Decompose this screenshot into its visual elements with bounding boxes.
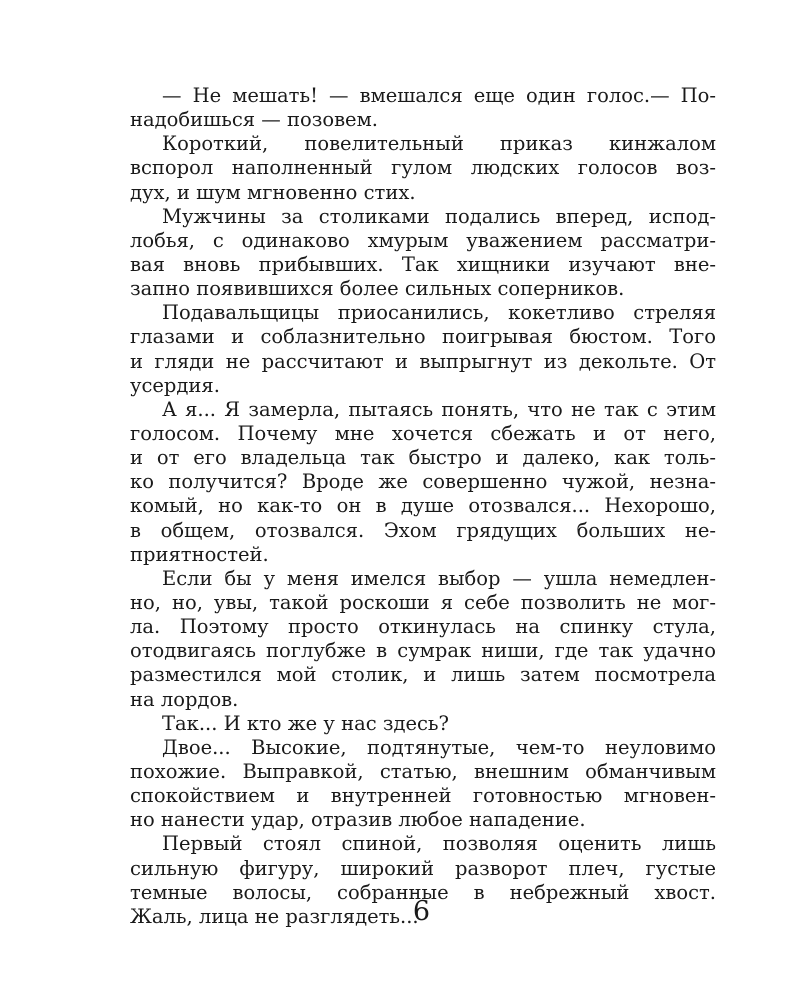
- text-line: Короткий, повелительный приказ кинжалом: [162, 132, 716, 156]
- text-line: на лордов.: [130, 687, 239, 711]
- text-line: в общем, отозвался. Эхом грядущих больших не-: [130, 518, 716, 542]
- body-text: [130, 84, 716, 929]
- text-line: Первый стоял спиной, позволяя оценить лишь: [162, 832, 716, 856]
- text-line: отодвигаясь поглубже в сумрак ниши, где так удачно: [130, 639, 716, 663]
- paragraph: [130, 205, 716, 302]
- text-line: Двое... Высокие, подтянутые, чем-то неуловимо: [162, 735, 716, 759]
- text-line: комый, но как-то он в душе отозвался... Нехорошо,: [130, 494, 716, 518]
- text-line: — Не мешать! — вмешался еще один голос.— По-: [162, 84, 716, 107]
- text-line: и гляди не рассчитают и выпрыгнут из декольте. От: [130, 349, 716, 373]
- text-line: сильную фигуру, широкий разворот плеч, густые: [130, 856, 716, 880]
- page-number: 6: [412, 896, 431, 927]
- text-line: вспорол наполненный гулом людских голосов воз-: [130, 156, 716, 180]
- text-line: похожие. Выправкой, статью, внешним обманчивым: [130, 759, 716, 783]
- text-line: темные волосы, собранные в небрежный хвост.: [130, 880, 716, 904]
- text-line: лобья, с одинаково хмурым уважением рассматри-: [130, 228, 716, 252]
- paragraph: [130, 132, 716, 204]
- text-line: и от его владельца так быстро и далеко, как толь-: [130, 446, 716, 470]
- text-line: ла. Поэтому просто откинулась на спинку стула,: [130, 615, 716, 639]
- text-line: голосом. Почему мне хочется сбежать и от него,: [130, 421, 716, 445]
- text-line: Мужчины за столиками подались вперед, испод-: [162, 204, 716, 228]
- text-line: запно появившихся более сильных соперников.: [130, 277, 625, 301]
- text-line: разместился мой столик, и лишь затем посмотрела: [130, 663, 716, 687]
- text-line: усердия.: [130, 373, 220, 397]
- text-line: Подавальщицы приосанились, кокетливо стреляя: [162, 301, 716, 325]
- text-line: Жаль, лица не разглядеть...: [130, 904, 419, 928]
- text-line: спокойствием и внутренней готовностью мгновен-: [130, 784, 716, 808]
- text-line: но, но, увы, такой роскоши я себе позволить не мог-: [130, 590, 716, 614]
- text-line: ко получится? Вроде же совершенно чужой, незна-: [130, 470, 716, 494]
- text-line: Если бы у меня имелся выбор — ушла немедлен-: [162, 566, 716, 590]
- paragraph: [130, 398, 716, 567]
- text-line: но нанести удар, отразив любое нападение.: [130, 808, 586, 832]
- paragraph: [130, 567, 716, 712]
- paragraph: [130, 84, 716, 132]
- text-line: дух, и шум мгновенно стих.: [130, 180, 416, 204]
- paragraph: [130, 736, 716, 833]
- text-line: Так... И кто же у нас здесь?: [162, 711, 449, 735]
- text-line: глазами и соблазнительно поигрывая бюстом. Того: [130, 325, 716, 349]
- paragraph: [130, 712, 716, 736]
- text-line: надобишься — позовем.: [130, 108, 378, 132]
- paragraph: [130, 301, 716, 398]
- text-line: вая вновь прибывших. Так хищники изучают вне-: [130, 252, 716, 276]
- text-line: приятностей.: [130, 542, 269, 566]
- text-line: А я... Я замерла, пытаясь понять, что не так с этим: [162, 397, 716, 421]
